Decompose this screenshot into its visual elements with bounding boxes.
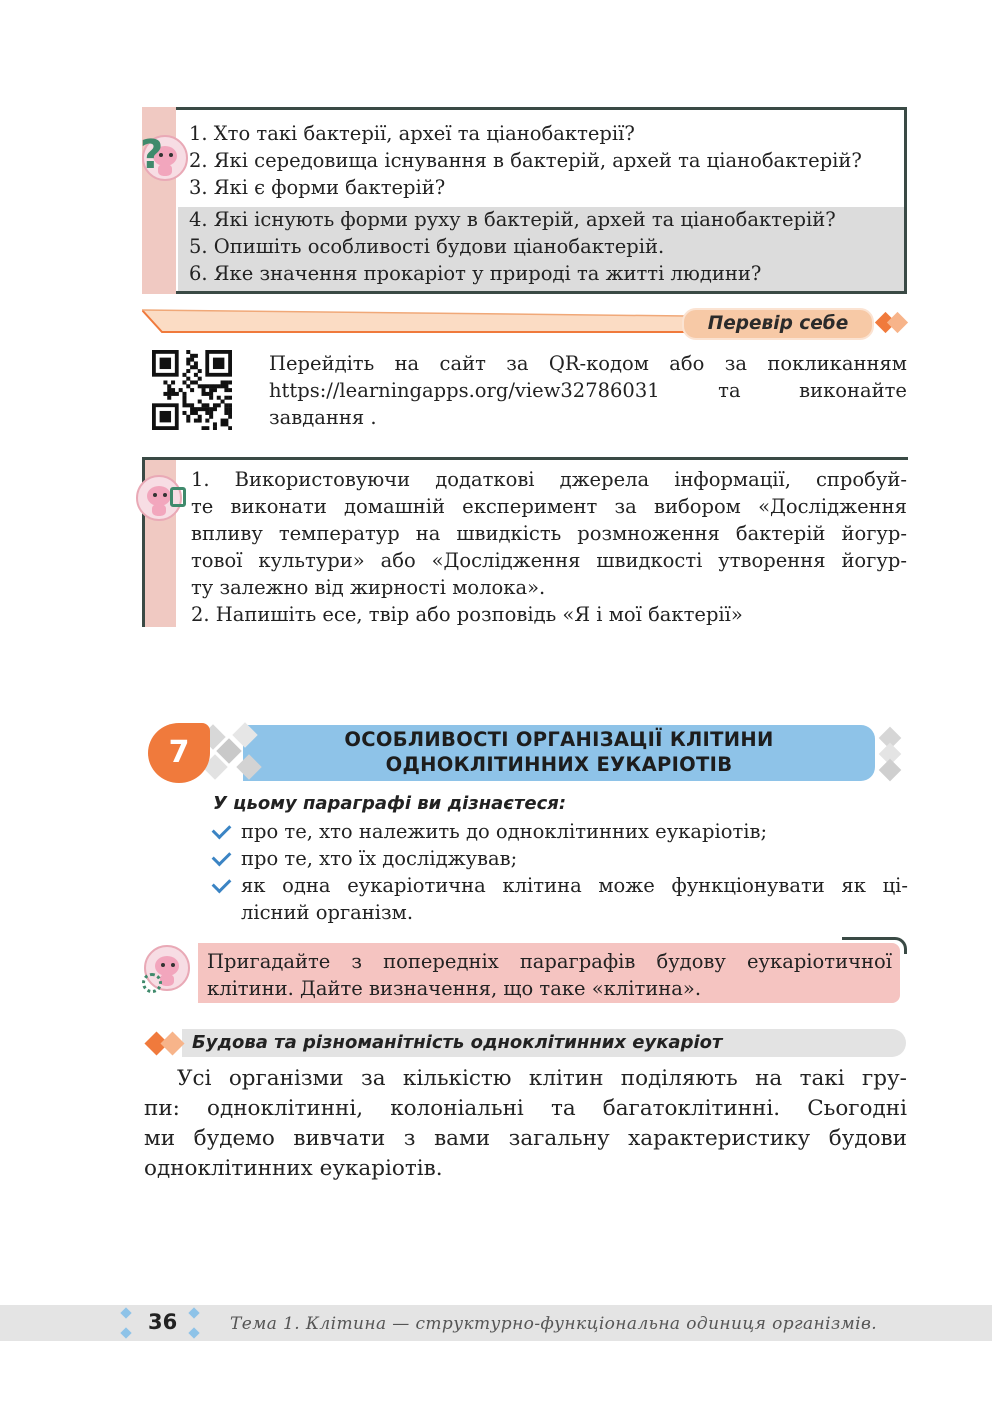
word: Використовуючи <box>234 468 411 491</box>
word: як <box>241 874 266 897</box>
word: Сьогодні <box>807 1096 907 1121</box>
word: будову <box>656 950 726 973</box>
word: попередніх <box>383 950 499 973</box>
word: за <box>360 1066 386 1091</box>
qr-text-line <box>269 404 907 431</box>
word: або <box>669 352 705 375</box>
remember-text-line <box>207 948 892 975</box>
word: швидкість <box>456 522 562 545</box>
question-mascot-icon: ? <box>142 135 188 181</box>
check-yourself-ribbon <box>142 306 912 340</box>
word: йогур- <box>841 522 907 545</box>
project-tasks-block <box>142 457 912 627</box>
section-title-line2: ОДНОКЛІТИННИХ ЕУКАРІОТІВ <box>385 753 733 776</box>
checkmark-icon <box>212 820 232 840</box>
word: утворення <box>718 549 826 572</box>
task-text-line: ту залежно від жирності молока». <box>191 576 546 599</box>
question-item: 1. Хто такі бактерії, археї та ціанобактерії? <box>189 122 635 145</box>
word: впливу <box>191 522 263 545</box>
page-footer <box>0 1305 992 1341</box>
word: характеристику <box>628 1126 811 1151</box>
diamond-icon <box>879 759 902 782</box>
word: на <box>415 522 441 545</box>
question-item: 6. Яке значення прокаріот у природі та житті людини? <box>189 262 762 285</box>
word: організми <box>228 1066 344 1091</box>
word: культури» <box>258 549 365 572</box>
word: Перейдіть <box>269 352 375 375</box>
question-item: 2. Які середовища існування в бактерій, архей та ціанобактерій? <box>189 149 862 172</box>
word: або <box>380 549 416 572</box>
section-title-line1: ОСОБЛИВОСТІ ОРГАНІЗАЦІЇ КЛІТИНИ <box>344 728 774 751</box>
review-questions-block <box>142 107 907 294</box>
word: клітина <box>502 874 582 897</box>
word: Усі <box>177 1066 212 1091</box>
word: клітин <box>528 1066 604 1091</box>
word: за <box>614 495 637 518</box>
word: такі <box>799 1066 845 1091</box>
word: на <box>755 1066 783 1091</box>
word: колоніальні <box>390 1096 524 1121</box>
word: покликанням <box>767 352 907 375</box>
word: одноклітинні, <box>207 1096 364 1121</box>
word: 1. <box>191 468 210 491</box>
task-text-line <box>191 547 907 574</box>
word: еукаріотичної <box>747 950 892 973</box>
word: за <box>724 352 747 375</box>
word: Пригадайте <box>207 950 331 973</box>
question-item: 4. Які існують форми руху в бактерій, архей та ціанобактерій? <box>189 208 836 231</box>
word: функціонувати <box>671 874 825 897</box>
word: те <box>191 495 214 518</box>
word: як <box>841 874 866 897</box>
paragraph-line <box>177 1064 907 1094</box>
word: розмноження <box>577 522 720 545</box>
word: вивчати <box>293 1126 386 1151</box>
checkmark-icon <box>212 874 232 894</box>
word: вибором <box>654 495 741 518</box>
word: пи: <box>144 1096 180 1121</box>
paragraph-line <box>144 1124 907 1154</box>
word: багатоклітинні. <box>602 1096 781 1121</box>
word: джерела <box>559 468 650 491</box>
word: кількістю <box>402 1066 512 1091</box>
diamond-icon <box>188 1327 199 1338</box>
diamond-icon <box>188 1307 199 1318</box>
word: та <box>550 1096 576 1121</box>
subheading-text: Будова та різноманітність одноклітинних еукаріот <box>192 1032 723 1053</box>
word: тової <box>191 549 243 572</box>
remember-text-line: клітини. Дайте визначення, що таке «клітина». <box>207 977 702 1000</box>
diamond-icon <box>120 1307 131 1318</box>
diamond-icon <box>160 1031 184 1055</box>
word: швидкості <box>596 549 703 572</box>
word: будемо <box>193 1126 275 1151</box>
question-item: 3. Які є форми бактерій? <box>189 176 446 199</box>
word: «Дослідження <box>758 495 907 518</box>
word: ці- <box>882 874 908 897</box>
qr-text-line <box>269 377 907 404</box>
word: інформації, <box>674 468 791 491</box>
word: поділяють <box>620 1066 738 1091</box>
word: експеримент <box>462 495 598 518</box>
task-text-line <box>191 493 907 520</box>
word: параграфів <box>519 950 636 973</box>
qr-text-line <box>269 350 907 377</box>
word: QR-кодом <box>548 352 649 375</box>
check-yourself-label: Перевір себе <box>682 308 874 340</box>
word: виконайте <box>799 379 907 402</box>
qr-instructions <box>269 350 907 431</box>
task-text-line <box>191 520 907 547</box>
task-text-line <box>191 466 907 493</box>
word: з <box>403 1126 416 1151</box>
word: на <box>394 352 420 375</box>
word: ми <box>144 1126 176 1151</box>
word: гру- <box>861 1066 907 1091</box>
paragraph-line <box>144 1094 907 1124</box>
task-text-line: 2. Напишіть есе, твір або розповідь «Я і мої бактерії» <box>191 603 743 626</box>
word: завдання . <box>269 406 377 429</box>
word: виконати <box>230 495 327 518</box>
diamond-icon <box>120 1327 131 1338</box>
word: вами <box>434 1126 491 1151</box>
word: з <box>351 950 363 973</box>
word: та <box>718 379 741 402</box>
word: додаткові <box>435 468 535 491</box>
house-icon <box>170 487 186 507</box>
gear-icon <box>142 973 162 993</box>
qr-link-row <box>152 350 912 430</box>
word: за <box>506 352 529 375</box>
page-number: 36 <box>148 1310 178 1334</box>
word: еукаріотична <box>347 874 486 897</box>
running-title: Тема 1. Клітина — структурно-функціональна одиниця організмів. <box>230 1314 878 1334</box>
paragraph-line: одноклітинних еукаріотів. <box>144 1156 443 1181</box>
remember-block <box>142 937 912 1007</box>
checkmark-icon <box>212 847 232 867</box>
word: будови <box>828 1126 907 1151</box>
word: загальну <box>508 1126 610 1151</box>
word: «Дослідження <box>431 549 581 572</box>
word: одна <box>282 874 331 897</box>
tasks-top-rule <box>142 457 908 460</box>
word: https://learningapps.org/view32786031 <box>269 379 660 402</box>
learn-heading: У цьому параграфі ви дізнаєтеся: <box>213 793 567 814</box>
word: температур <box>278 522 400 545</box>
qr-code-icon[interactable] <box>152 350 232 430</box>
subheading-bar <box>142 1027 908 1059</box>
word: домашній <box>344 495 445 518</box>
word: може <box>598 874 655 897</box>
section-number: 7 <box>148 723 210 783</box>
word: сайт <box>439 352 486 375</box>
word: бактерій <box>735 522 826 545</box>
question-item: 5. Опишіть особливості будови ціанобактерій. <box>189 235 665 258</box>
section-header <box>148 720 913 786</box>
word: йогур- <box>841 549 907 572</box>
word: спробуй- <box>816 468 907 491</box>
